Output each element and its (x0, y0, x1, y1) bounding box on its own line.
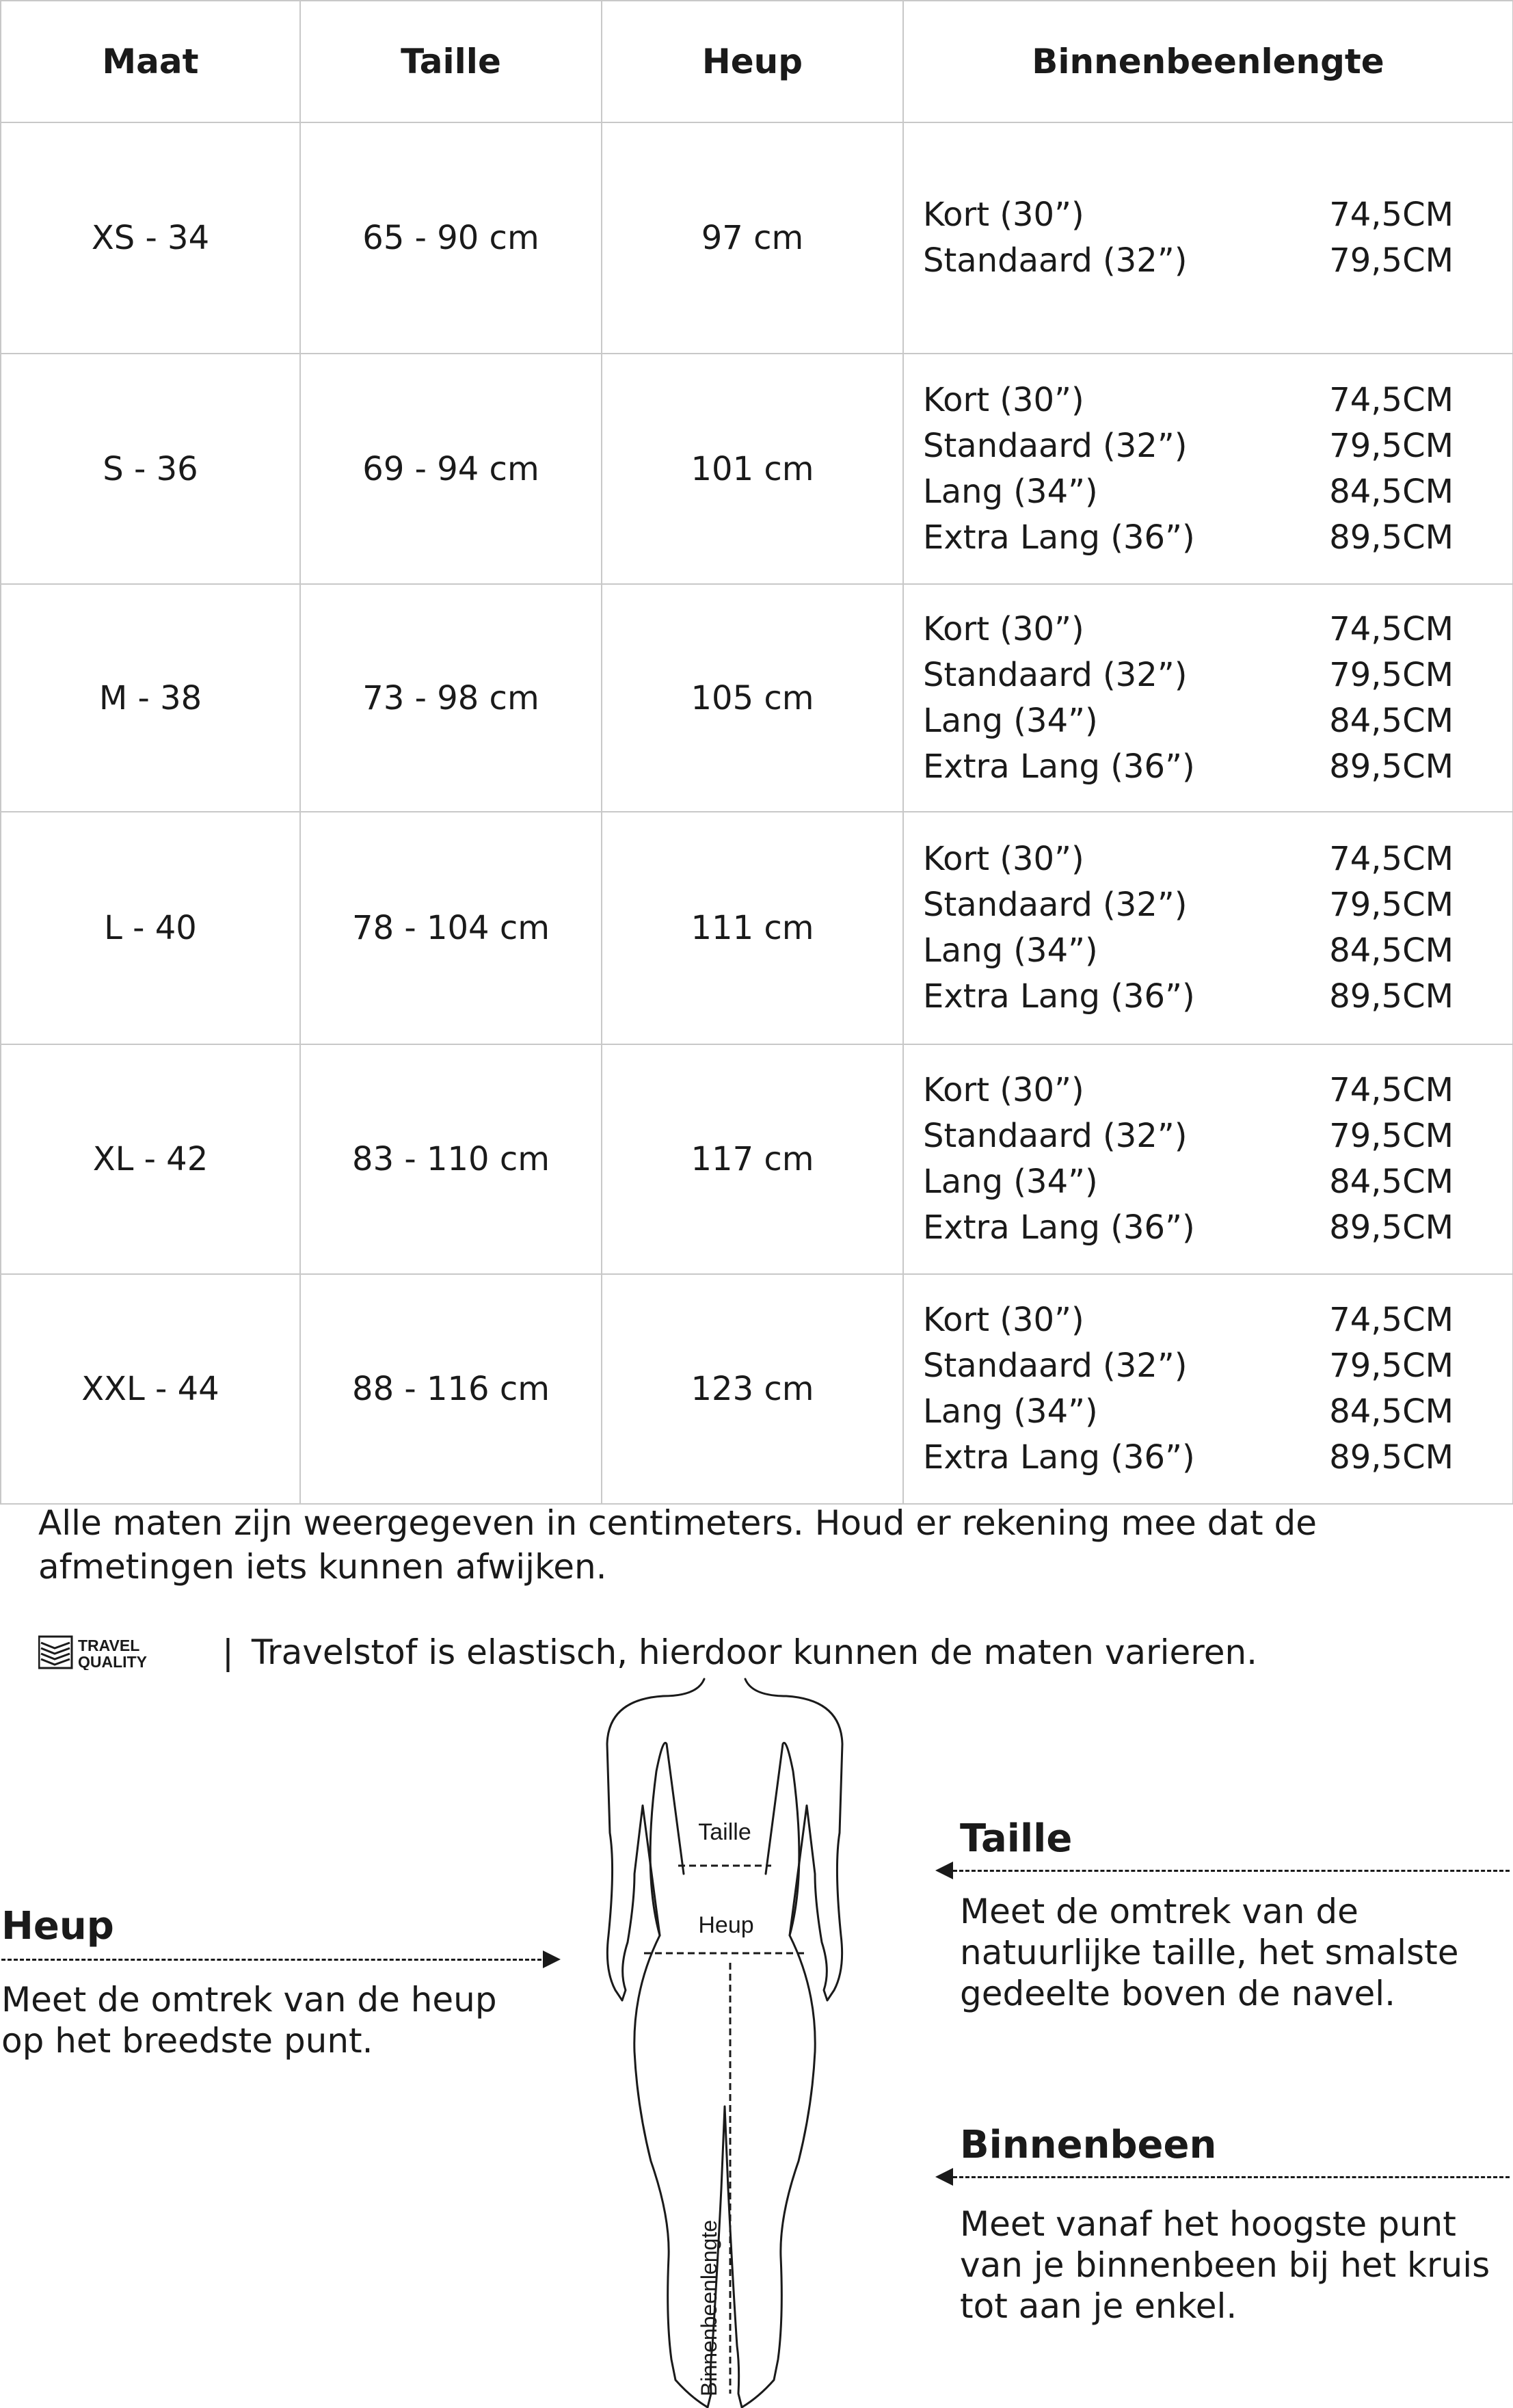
cell-inseam (903, 354, 1513, 584)
inseam-label: Lang (34”) (923, 1163, 1098, 1201)
inseam-arrow-line (953, 2176, 1510, 2178)
body-figure (595, 1669, 855, 2408)
cell-inseam (903, 812, 1513, 1044)
inseam-option (923, 1435, 1454, 1481)
cell-inseam (903, 1044, 1513, 1274)
inseam-label: Extra Lang (36”) (923, 747, 1195, 786)
hip-arrow-head-icon (543, 1950, 561, 1968)
cell-waist: 78 - 104 cm (300, 812, 602, 1044)
table-body (1, 122, 1513, 1504)
table-row (1, 1044, 1513, 1274)
cell-inseam (903, 122, 1513, 354)
travel-separator: | (222, 1632, 234, 1672)
waist-guide-line: Meet de omtrek van de (960, 1892, 1358, 1931)
waist-guide-line: natuurlijke taille, het smalste (960, 1933, 1459, 1972)
inseam-option (923, 238, 1454, 284)
disclaimer-line-1: Alle maten zijn weergegeven in centimeters. Houd er rekening mee dat de (38, 1503, 1317, 1543)
inseam-value: 74,5CM (1329, 1071, 1454, 1109)
cell-size: XS - 34 (1, 122, 300, 354)
cell-waist: 73 - 98 cm (300, 584, 602, 812)
cell-waist: 69 - 94 cm (300, 354, 602, 584)
inseam-label: Extra Lang (36”) (923, 1208, 1195, 1247)
waist-arrow-line (953, 1870, 1510, 1872)
cell-waist: 83 - 110 cm (300, 1044, 602, 1274)
inseam-option (923, 515, 1454, 561)
inseam-value: 89,5CM (1329, 1208, 1454, 1247)
cell-hip: 117 cm (602, 1044, 903, 1274)
waist-guide-line: gedeelte boven de navel. (960, 1974, 1396, 2013)
inseam-guide-line: van je binnenbeen bij het kruis (960, 2245, 1490, 2285)
inseam-value: 84,5CM (1329, 472, 1454, 511)
inseam-value: 74,5CM (1329, 1301, 1454, 1339)
inseam-option (923, 1159, 1454, 1205)
inseam-option (923, 1389, 1454, 1435)
inseam-value: 79,5CM (1329, 655, 1454, 694)
inseam-value: 79,5CM (1329, 426, 1454, 465)
cell-size: XXL - 44 (1, 1274, 300, 1504)
inseam-value: 84,5CM (1329, 1392, 1454, 1431)
cell-hip: 97 cm (602, 122, 903, 354)
header-hip: Heup (602, 1, 903, 122)
inseam-label: Standaard (32”) (923, 1117, 1188, 1155)
inseam-value: 74,5CM (1329, 196, 1454, 234)
inseam-value: 74,5CM (1329, 840, 1454, 878)
inseam-option (923, 1068, 1454, 1113)
hip-arrow-line (1, 1959, 541, 1961)
inseam-label: Extra Lang (36”) (923, 977, 1195, 1016)
cell-waist: 88 - 116 cm (300, 1274, 602, 1504)
inseam-option (923, 378, 1454, 423)
hip-guide-title: Heup (1, 1904, 114, 1948)
inseam-guide-line: tot aan je enkel. (960, 2286, 1237, 2326)
inseam-option (923, 423, 1454, 469)
inseam-value: 84,5CM (1329, 1163, 1454, 1201)
inseam-arrow-head-icon (935, 2168, 953, 2186)
inseam-label: Standaard (32”) (923, 886, 1188, 924)
inseam-option (923, 836, 1454, 882)
waist-arrow-head-icon (935, 1862, 953, 1879)
inseam-option (923, 469, 1454, 515)
table-row (1, 122, 1513, 354)
header-inseam: Binnenbeenlengte (903, 1, 1513, 122)
inseam-label: Lang (34”) (923, 701, 1098, 740)
inseam-label: Extra Lang (36”) (923, 518, 1195, 557)
travel-quality-note (38, 1632, 1257, 1673)
cell-inseam (903, 584, 1513, 812)
inseam-value: 89,5CM (1329, 977, 1454, 1016)
inseam-value: 84,5CM (1329, 931, 1454, 970)
inseam-label: Lang (34”) (923, 931, 1098, 970)
inseam-value: 84,5CM (1329, 701, 1454, 740)
cell-size: M - 38 (1, 584, 300, 812)
inseam-option (923, 1343, 1454, 1389)
logo-text-bottom: QUALITY (78, 1653, 147, 1670)
cell-size: S - 36 (1, 354, 300, 584)
cell-hip: 123 cm (602, 1274, 903, 1504)
inseam-option (923, 744, 1454, 790)
header-size: Maat (1, 1, 300, 122)
inseam-value: 79,5CM (1329, 241, 1454, 280)
inseam-label: Standaard (32”) (923, 1347, 1188, 1385)
inseam-label: Kort (30”) (923, 196, 1084, 234)
inseam-option (923, 1205, 1454, 1251)
table-row (1, 812, 1513, 1044)
inseam-value: 89,5CM (1329, 518, 1454, 557)
inseam-value: 79,5CM (1329, 886, 1454, 924)
inseam-label: Standaard (32”) (923, 426, 1188, 465)
inseam-label: Standaard (32”) (923, 655, 1188, 694)
cell-hip: 101 cm (602, 354, 903, 584)
table-row (1, 584, 1513, 812)
figure-label-hip: Heup (698, 1912, 754, 1938)
inseam-option (923, 607, 1454, 652)
cell-size: L - 40 (1, 812, 300, 1044)
cell-hip: 105 cm (602, 584, 903, 812)
inseam-option (923, 974, 1454, 1020)
inseam-value: 74,5CM (1329, 609, 1454, 648)
inseam-option (923, 698, 1454, 744)
inseam-option (923, 1297, 1454, 1343)
inseam-label: Standaard (32”) (923, 241, 1188, 280)
logo-text-top: TRAVEL (78, 1637, 140, 1654)
inseam-label: Kort (30”) (923, 380, 1084, 419)
travel-quality-logo (38, 1635, 199, 1670)
inseam-value: 89,5CM (1329, 747, 1454, 786)
figure-label-inseam: Binnenbeenlengte (697, 2219, 721, 2397)
inseam-guide-text (960, 2204, 1490, 2327)
cell-hip: 111 cm (602, 812, 903, 1044)
inseam-label: Kort (30”) (923, 609, 1084, 648)
inseam-option (923, 928, 1454, 974)
inseam-value: 74,5CM (1329, 380, 1454, 419)
inseam-value: 79,5CM (1329, 1117, 1454, 1155)
hip-guide-line: op het breedste punt. (1, 2021, 373, 2061)
inseam-guide-line: Meet vanaf het hoogste punt (960, 2204, 1456, 2244)
waist-guide-text (960, 1891, 1459, 2014)
cell-waist: 65 - 90 cm (300, 122, 602, 354)
inseam-guide-title: Binnenbeen (960, 2123, 1217, 2167)
inseam-label: Kort (30”) (923, 840, 1084, 878)
table-row (1, 354, 1513, 584)
inseam-label: Lang (34”) (923, 472, 1098, 511)
inseam-label: Kort (30”) (923, 1301, 1084, 1339)
figure-outline (607, 1679, 842, 2407)
waist-guide-title: Taille (960, 1816, 1073, 1861)
table-row (1, 1274, 1513, 1504)
cell-size: XL - 42 (1, 1044, 300, 1274)
inseam-label: Lang (34”) (923, 1392, 1098, 1431)
inseam-label: Kort (30”) (923, 1071, 1084, 1109)
inseam-value: 79,5CM (1329, 1347, 1454, 1385)
figure-label-waist: Taille (698, 1819, 751, 1845)
cell-inseam (903, 1274, 1513, 1504)
inseam-option (923, 882, 1454, 928)
disclaimer-line-2: afmetingen iets kunnen afwijken. (38, 1547, 607, 1587)
inseam-option (923, 192, 1454, 238)
inseam-option (923, 652, 1454, 698)
header-waist: Taille (300, 1, 602, 122)
inseam-value: 89,5CM (1329, 1438, 1454, 1477)
hip-guide-text (1, 1979, 497, 2061)
inseam-option (923, 1113, 1454, 1159)
travel-text: Travelstof is elastisch, hierdoor kunnen de maten varieren. (251, 1632, 1258, 1672)
travel-quality-icon (38, 1635, 199, 1670)
inseam-label: Extra Lang (36”) (923, 1438, 1195, 1477)
hip-guide-line: Meet de omtrek van de heup (1, 1980, 497, 2020)
table-header-row (1, 1, 1513, 122)
